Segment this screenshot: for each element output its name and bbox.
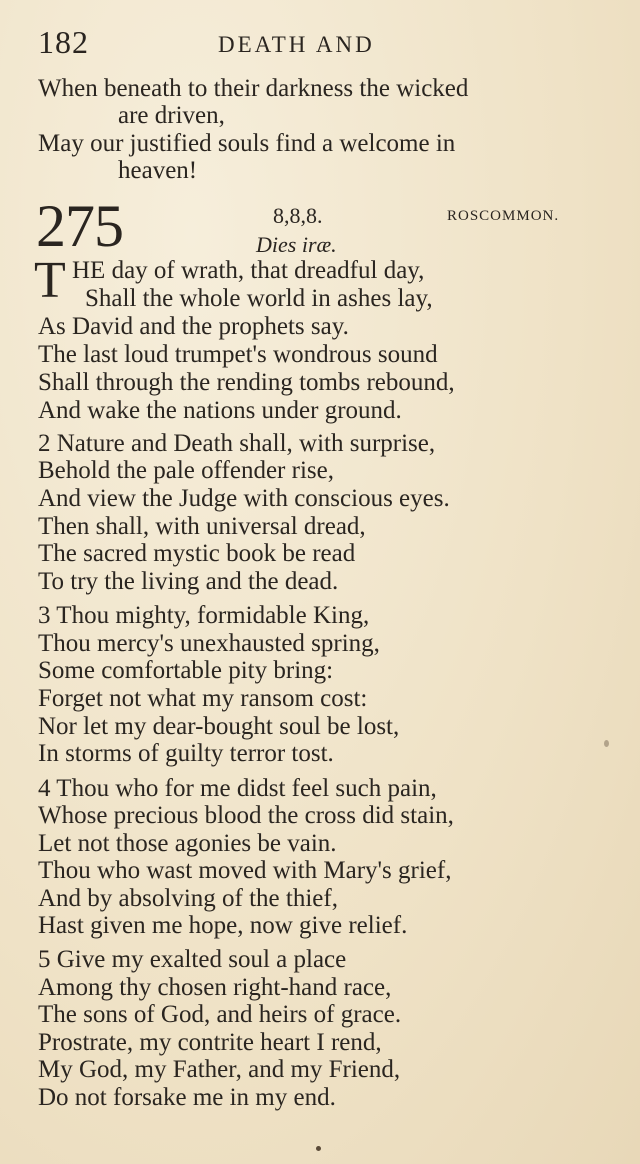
- hymn-subtitle: Dies iræ.: [256, 232, 337, 257]
- verse-line: The sacred mystic book be read: [38, 540, 356, 567]
- verse-line: Then shall, with universal dread,: [38, 513, 366, 540]
- verse-line: 2 Nature and Death shall, with surprise,: [38, 430, 436, 457]
- verse-line: My God, my Father, and my Friend,: [38, 1056, 401, 1083]
- verse-line: And by absolving of the thief,: [38, 885, 338, 912]
- verse-line: Behold the pale offender rise,: [38, 457, 334, 484]
- signature-dot: [316, 1146, 321, 1151]
- verse-line: Hast given me hope, now give relief.: [38, 912, 408, 939]
- drop-cap: T: [34, 252, 66, 309]
- verse-line: Whose precious blood the cross did stain,: [38, 802, 454, 829]
- verse-line: Thou mercy's unexhausted spring,: [38, 630, 380, 657]
- verse-line: The sons of God, and heirs of grace.: [38, 1001, 402, 1028]
- verse-line: 3 Thou mighty, formidable King,: [38, 602, 370, 629]
- previous-hymn-line: heaven!: [118, 157, 198, 184]
- verse-line: In storms of guilty terror tost.: [38, 740, 334, 767]
- hymn-line: The last loud trumpet's wondrous sound: [38, 341, 438, 368]
- hymn-meter: 8,8,8.: [273, 203, 323, 228]
- verse-line: 5 Give my exalted soul a place: [38, 946, 347, 973]
- previous-hymn-line: are driven,: [118, 102, 225, 129]
- running-head: DEATH AND: [218, 32, 375, 57]
- hymn-line: As David and the prophets say.: [38, 313, 349, 340]
- hymn-tune: ROSCOMMON.: [447, 208, 560, 224]
- page-header: [38, 24, 598, 64]
- verse-line: 4 Thou who for me didst feel such pain,: [38, 775, 437, 802]
- hymn-line: And wake the nations under ground.: [38, 397, 402, 424]
- verse-line: Nor let my dear-bought soul be lost,: [38, 713, 400, 740]
- verse-line: To try the living and the dead.: [38, 568, 339, 595]
- verse-line: Forget not what my ransom cost:: [38, 685, 368, 712]
- page-number: 182: [38, 24, 89, 60]
- verse-line: Let not those agonies be vain.: [38, 830, 337, 857]
- verse-line: Prostrate, my contrite heart I rend,: [38, 1029, 382, 1056]
- ink-spot: [604, 740, 609, 747]
- hymn-first-line: HE day of wrath, that dreadful day,: [72, 257, 425, 284]
- previous-hymn-line: When beneath to their darkness the wicked: [38, 75, 469, 102]
- verse-line: Thou who wast moved with Mary's grief,: [38, 857, 452, 884]
- verse-line: And view the Judge with conscious eyes.: [38, 485, 450, 512]
- hymn-line: Shall the whole world in ashes lay,: [85, 285, 433, 312]
- hymn-line: Shall through the rending tombs rebound,: [38, 369, 455, 396]
- verse-line: Some comfortable pity bring:: [38, 657, 334, 684]
- hymn-number: 275: [36, 193, 123, 259]
- verse-line: Do not forsake me in my end.: [38, 1084, 336, 1111]
- verse-line: Among thy chosen right-hand race,: [38, 974, 392, 1001]
- previous-hymn-line: May our justified souls find a welcome in: [38, 130, 456, 157]
